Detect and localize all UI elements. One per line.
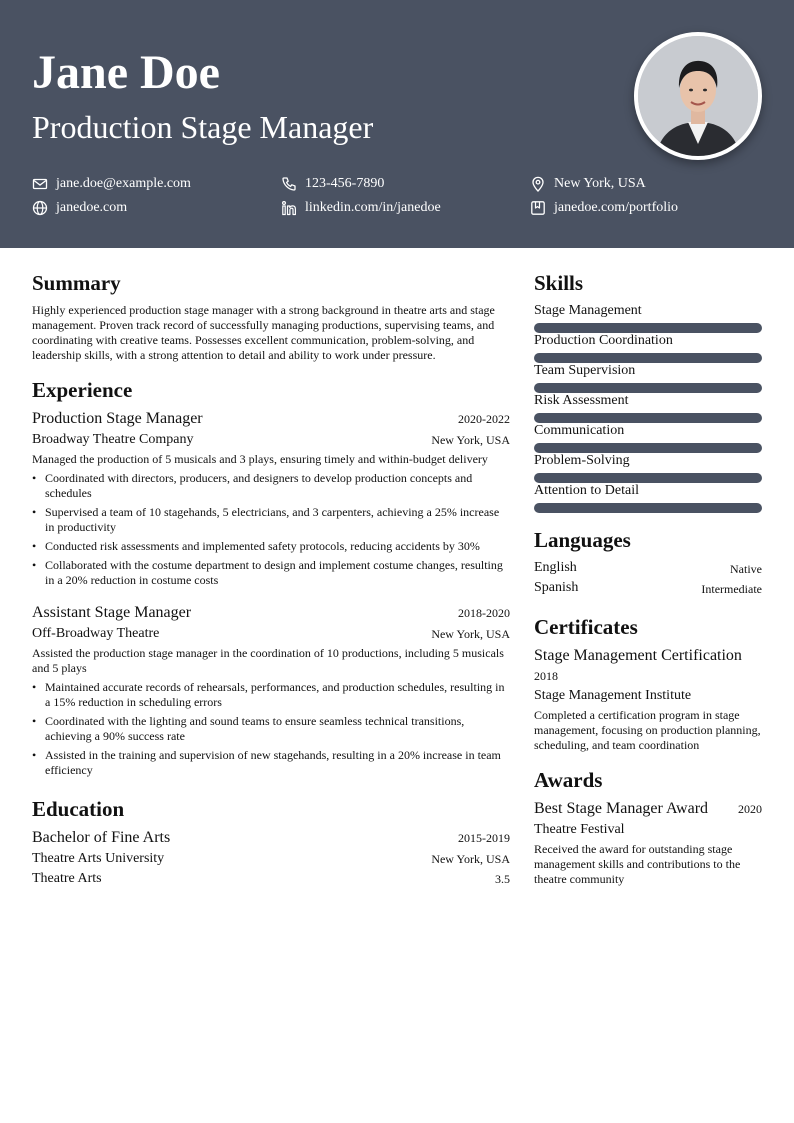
job-description: Assisted the production stage manager in the coordination of 10 productions, including 5 musicals and 5 plays xyxy=(32,646,504,675)
language-level: Intermediate xyxy=(701,582,762,596)
education-school: Theatre Arts University xyxy=(32,851,165,866)
website-text[interactable]: janedoe.com xyxy=(56,200,128,215)
award-year: 2020 xyxy=(738,802,762,816)
job-location: New York, USA xyxy=(431,433,510,447)
candidate-title: Production Stage Manager xyxy=(32,109,374,145)
candidate-name: Jane Doe xyxy=(32,46,220,99)
language-name: Spanish xyxy=(534,580,579,595)
skill-name: Attention to Detail xyxy=(534,483,639,498)
job-bullet: • Supervised a team of 10 stagehands, 5 electricians, and 3 carpenters, achieving a 25% increase in productivity xyxy=(32,505,510,535)
education-degree: Bachelor of Fine Arts xyxy=(32,829,171,846)
job-bullet: • Coordinated with the lighting and sound teams to ensure seamless technical transitions, achieving a 90% success rate xyxy=(32,714,510,744)
location-text: New York, USA xyxy=(554,176,646,191)
education-field: Theatre Arts xyxy=(32,871,102,886)
contact-phone[interactable] xyxy=(281,175,384,193)
globe-icon xyxy=(32,200,48,216)
job-bullet: • Coordinated with directors, producers, and designers to develop production concepts and schedules xyxy=(32,471,510,501)
skill-name: Team Supervision xyxy=(534,363,636,378)
certificates-heading: Certificates xyxy=(534,615,638,639)
profile-photo xyxy=(634,32,762,160)
certificate-issuer: Stage Management Institute xyxy=(534,688,692,703)
language-level: Native xyxy=(730,562,762,576)
skill-name: Stage Management xyxy=(534,303,642,318)
award-description: Received the award for outstanding stage management skills and contributions to the theatre community xyxy=(534,842,741,886)
location-icon xyxy=(530,176,546,192)
certificate-description: Completed a certification program in stage management, focusing on production planning, scheduling, and team coordination xyxy=(534,708,761,752)
job-role: Assistant Stage Manager xyxy=(32,604,192,621)
job-bullet: • Assisted in the training and supervision of new stagehands, resulting in a 20% increase in team efficiency xyxy=(32,748,510,778)
skill-name: Problem-Solving xyxy=(534,453,630,468)
contact-linkedin[interactable] xyxy=(281,199,441,217)
contact-website[interactable] xyxy=(32,199,127,217)
award-issuer: Theatre Festival xyxy=(534,822,625,837)
job-bullet: • Maintained accurate records of rehearsals, performances, and production schedules, resulting in a 15% reduction in scheduling errors xyxy=(32,680,510,710)
email-icon xyxy=(32,176,48,192)
languages-heading: Languages xyxy=(534,528,631,552)
education-location: New York, USA xyxy=(431,852,510,866)
language-name: English xyxy=(534,560,577,575)
skill-name: Production Coordination xyxy=(534,333,673,348)
job-bullet: • Collaborated with the costume department to design and implement costume changes, resulting in a 20% reduction in costume costs xyxy=(32,558,510,588)
job-description: Managed the production of 5 musicals and 3 plays, ensuring timely and within-budget delivery xyxy=(32,452,488,466)
certificate-name: Stage Management Certification xyxy=(534,647,742,664)
portfolio-icon xyxy=(530,200,546,216)
linkedin-text[interactable]: linkedin.com/in/janedoe xyxy=(305,200,441,215)
job-company: Off-Broadway Theatre xyxy=(32,626,160,641)
awards-heading: Awards xyxy=(534,768,603,792)
award-name: Best Stage Manager Award xyxy=(534,800,709,817)
job-bullet: • Conducted risk assessments and implemented safety protocols, reducing accidents by 30% xyxy=(32,539,510,554)
email-text[interactable]: jane.doe@example.com xyxy=(56,176,191,191)
summary-heading: Summary xyxy=(32,271,121,295)
skill-bar xyxy=(534,503,762,513)
job-location: New York, USA xyxy=(431,627,510,641)
certificate-year: 2018 xyxy=(534,669,558,683)
skills-heading: Skills xyxy=(534,271,584,295)
job-role: Production Stage Manager xyxy=(32,410,203,427)
education-gpa: 3.5 xyxy=(495,872,510,886)
skill-name: Risk Assessment xyxy=(534,393,629,408)
job-dates: 2020-2022 xyxy=(458,412,510,426)
contact-email[interactable] xyxy=(32,175,191,193)
phone-icon xyxy=(281,176,297,192)
education-heading: Education xyxy=(32,797,125,821)
linkedin-icon xyxy=(281,200,297,216)
skill-name: Communication xyxy=(534,423,625,438)
experience-heading: Experience xyxy=(32,378,133,402)
education-dates: 2015-2019 xyxy=(458,831,510,845)
job-dates: 2018-2020 xyxy=(458,606,510,620)
phone-text[interactable]: 123-456-7890 xyxy=(305,176,385,191)
portfolio-text[interactable]: janedoe.com/portfolio xyxy=(554,200,679,215)
resume-header xyxy=(0,0,794,248)
summary-text: Highly experienced production stage manager with a strong background in theatre arts and stage management. Proven track record of successfully managing productions, supervising teams, and coordinating with creative teams. Possesses excellent communication, problem-solving, and leadership skills, with a strong attention to detail and ability to work under pressure. xyxy=(32,303,495,362)
contact-location xyxy=(530,175,646,193)
job-company: Broadway Theatre Company xyxy=(32,432,194,447)
contact-portfolio[interactable] xyxy=(530,199,678,217)
